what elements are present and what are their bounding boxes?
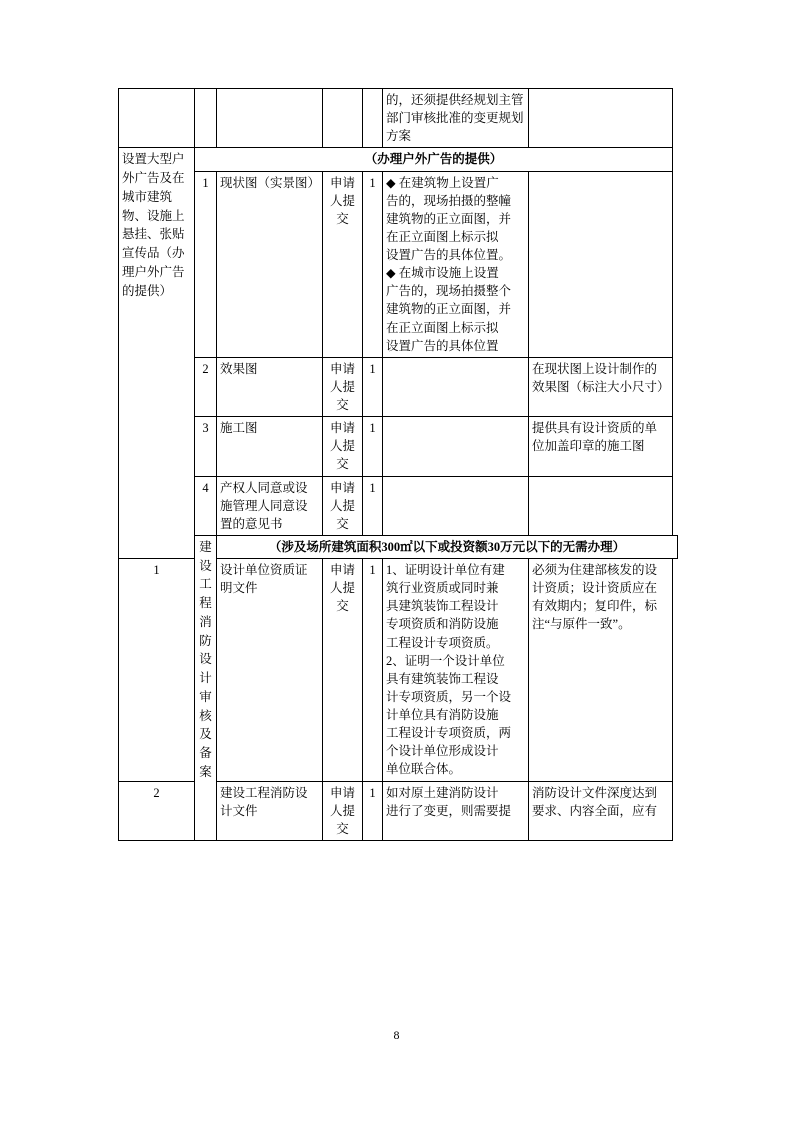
note-line: 注“与原件一致”。 — [532, 617, 631, 632]
table-row — [119, 535, 678, 558]
table-row — [119, 417, 678, 476]
cell-note-continued — [529, 89, 673, 148]
note-lines-3 — [532, 784, 669, 820]
cell-source: 申请人提交 — [323, 559, 363, 782]
cell-source: 申请人提交 — [323, 357, 363, 416]
requirement-line: 1、证明设计单位有建 — [386, 563, 505, 577]
cell-no: 3 — [195, 417, 217, 476]
cell-source: 申请人提交 — [323, 781, 363, 840]
requirement-lines-1 — [386, 174, 525, 355]
cell-no: 1 — [195, 171, 217, 357]
requirement-line: 设置广告的具体位置 — [386, 338, 499, 353]
cell-count: 1 — [363, 476, 383, 535]
note-line: 必须为住建部核发的设 — [532, 563, 658, 577]
requirement-line: 工程设计专项资质，两 — [386, 726, 512, 741]
cell-material: 现状图（实景图） — [217, 171, 323, 357]
section1-banner: （办理户外广告的提供） — [195, 148, 673, 171]
cell-count: 1 — [363, 781, 383, 840]
note-line: 计资质；设计资质应在 — [532, 581, 658, 596]
requirement-line: 具有建筑装饰工程设 — [386, 671, 499, 686]
cell-requirement — [383, 417, 529, 476]
requirement-line: 广告的，现场拍摄整个 — [386, 284, 512, 299]
cell-requirement-continued: 的，还须提供经规划主管部门审核批准的变更规划方案 — [383, 89, 529, 148]
requirement-line: 单位联合体。 — [386, 762, 462, 777]
cell-note — [529, 781, 673, 840]
note-line: 有效期内；复印件，标 — [532, 599, 658, 614]
table-row — [119, 357, 678, 416]
cell-count: 1 — [363, 171, 383, 357]
cell-section2-name — [195, 535, 217, 840]
page-number: 8 — [393, 1028, 400, 1042]
requirement-line: 建筑物的正立面图，并 — [386, 211, 512, 226]
requirement-line: 设置广告的具体位置。 — [386, 248, 512, 262]
cell-name-continued — [119, 89, 195, 148]
cell-no: 4 — [195, 476, 217, 535]
cell-count: 1 — [363, 417, 383, 476]
cell-note — [529, 476, 673, 535]
cell-material: 施工图 — [217, 417, 323, 476]
requirement-line: 具建筑装饰工程设计 — [386, 599, 499, 614]
requirement-line: 专项资质和消防设施 — [386, 617, 499, 632]
note-lines-2 — [532, 561, 669, 634]
requirement-line: 进行了变更，则需要提 — [386, 803, 512, 818]
requirement-line: ◆ 在建筑物上设置广 — [386, 175, 499, 190]
table-row — [119, 148, 678, 171]
requirement-line: 计单位具有消防设施 — [386, 708, 499, 722]
section2-name-text: 建设工程消防设计审核及备案 — [199, 539, 212, 779]
note-line: 消防设计文件深度达到 — [532, 785, 658, 800]
cell-no-continued — [195, 89, 217, 148]
section1-name-text: 设置大型户外广告及在城市建筑物、设施上悬挂、张贴宣传品（办理户外广告的提供） — [122, 152, 185, 298]
cell-source: 申请人提交 — [323, 171, 363, 357]
cell-material-continued — [217, 89, 323, 148]
cell-note: 在现状图上设计制作的效果图（标注大小尺寸） — [529, 357, 673, 416]
cell-requirement — [383, 476, 529, 535]
requirement-line: 在正立面图上标示拟 — [386, 320, 499, 335]
cell-count-continued — [363, 89, 383, 148]
cell-no: 1 — [119, 559, 195, 782]
cell-source-continued — [323, 89, 363, 148]
cell-source: 申请人提交 — [323, 417, 363, 476]
cell-no: 2 — [195, 357, 217, 416]
requirement-line: 建筑物的正立面图，并 — [386, 302, 512, 317]
requirement-line: 如对原土建消防设计 — [386, 785, 499, 800]
cell-no: 2 — [119, 781, 195, 840]
cell-note: 提供具有设计资质的单位加盖印章的施工图 — [529, 417, 673, 476]
section2-banner: （涉及场所建筑面积300㎡以下或投资额30万元以下的无需办理） — [217, 535, 678, 558]
note-line: 要求、内容全面，应有 — [532, 803, 658, 818]
cell-requirement — [383, 781, 529, 840]
cell-note — [529, 171, 673, 357]
document-body — [118, 88, 678, 841]
cell-material: 产权人同意或设施管理人同意设置的意见书 — [217, 476, 323, 535]
requirement-line: 筑行业资质或同时兼 — [386, 581, 499, 596]
requirements-table — [118, 88, 678, 841]
requirement-line: ◆ 在城市设施上设置 — [386, 266, 499, 281]
requirement-line: 个设计单位形成设计 — [386, 744, 499, 759]
cell-count: 1 — [363, 559, 383, 782]
table-row — [119, 89, 678, 148]
cell-count: 1 — [363, 357, 383, 416]
cell-material: 设计单位资质证明文件 — [217, 559, 323, 782]
table-row — [119, 476, 678, 535]
requirement-lines-2 — [386, 561, 525, 779]
requirement-line: 在正立面图上标示拟 — [386, 229, 499, 244]
cell-section1-name — [119, 148, 195, 559]
requirement-line: 2、证明一个设计单位 — [386, 653, 505, 668]
requirement-line: 计专项资质，另一个设 — [386, 689, 512, 704]
cell-material: 建设工程消防设计文件 — [217, 781, 323, 840]
cell-material: 效果图 — [217, 357, 323, 416]
cell-requirement — [383, 559, 529, 782]
cell-requirement — [383, 171, 529, 357]
requirement-line: 工程设计专项资质。 — [386, 635, 499, 650]
cell-requirement — [383, 357, 529, 416]
requirement-lines-3 — [386, 784, 525, 820]
requirement-line: 告的，现场拍摄的整幢 — [386, 193, 512, 208]
cell-note — [529, 559, 673, 782]
table-row — [119, 171, 678, 357]
cell-source: 申请人提交 — [323, 476, 363, 535]
